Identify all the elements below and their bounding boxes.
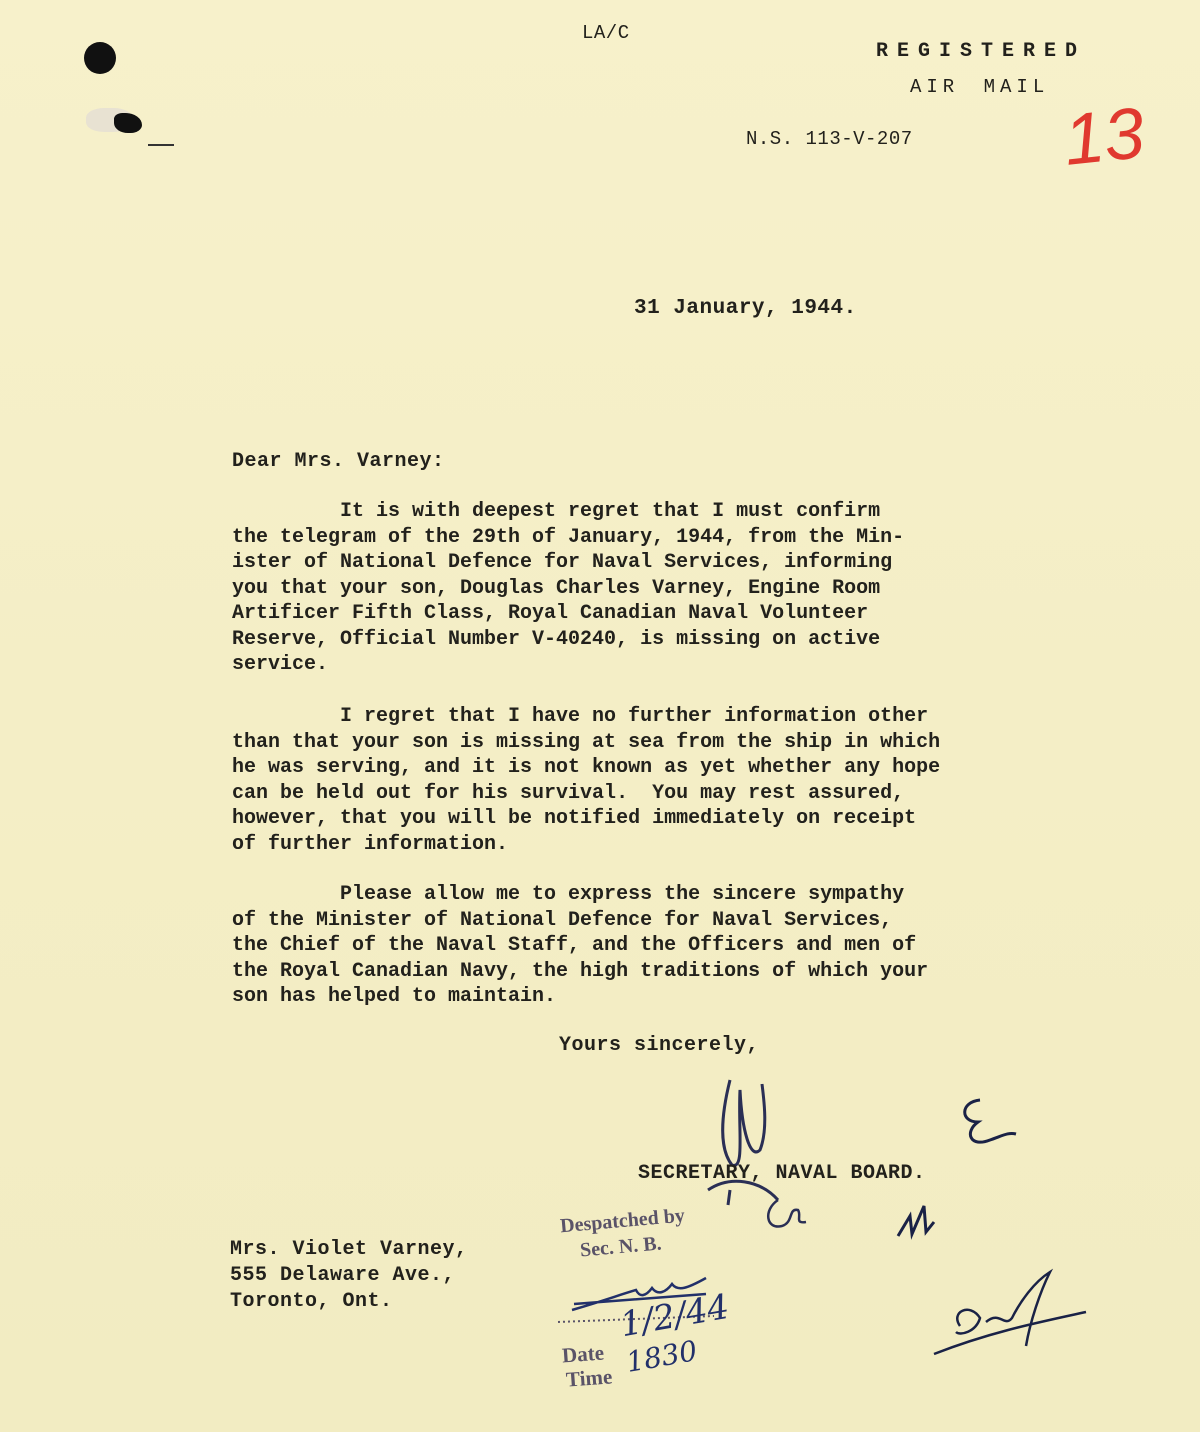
text-line: I regret that I have no further information other	[232, 705, 929, 728]
text-line: can be held out for his survival. You may rest assured,	[232, 781, 905, 805]
signature-title: SECRETARY, NAVAL BOARD.	[638, 1162, 926, 1185]
text-line: however, that you will be notified immediately on receipt	[232, 807, 917, 830]
initials-mark-3	[890, 1196, 940, 1244]
text-line: the telegram of the 29th of January, 1944, from the Min-	[232, 525, 905, 549]
red-pencil-annotation: 13	[1060, 93, 1149, 181]
address-line-1: Mrs. Violet Varney,	[230, 1238, 468, 1261]
pencil-dash	[148, 144, 174, 146]
stamp-date-value: 1/2/44	[617, 1286, 733, 1346]
text-line: he was serving, and it is not known as yet whether any hope	[232, 756, 941, 779]
air-mail-label: AIR MAIL	[910, 76, 1050, 98]
text-line: It is with deepest regret that I must confirm	[232, 500, 881, 523]
despatched-stamp-line-2: Sec. N. B.	[579, 1232, 663, 1262]
ns-file-number: N.S. 113-V-207	[746, 128, 913, 150]
stamp-time-value: 1830	[623, 1334, 700, 1379]
text-line: of further information.	[232, 832, 509, 856]
address-line-2: 555 Delaware Ave.,	[230, 1264, 456, 1287]
address-line-3: Toronto, Ont.	[230, 1290, 393, 1313]
punch-hole-top	[84, 42, 116, 74]
body-paragraph-3	[232, 882, 928, 1010]
initials-mark-1	[950, 1092, 1030, 1152]
file-reference-top: LA/C	[582, 22, 630, 44]
body-paragraph-1	[232, 499, 904, 678]
text-line: of the Minister of National Defence for Naval Services,	[232, 908, 893, 932]
body-paragraph-2	[232, 704, 940, 857]
text-line: son has helped to maintain.	[232, 985, 557, 1008]
despatched-stamp-line-1: Despatched by	[559, 1204, 686, 1238]
initials-mark-4	[930, 1262, 1090, 1362]
text-line: you that your son, Douglas Charles Varney, Engine Room	[232, 576, 881, 600]
text-line: the Royal Canadian Navy, the high traditions of which your	[232, 959, 929, 983]
handwritten-signature	[690, 1070, 800, 1210]
initials-mark-2	[758, 1190, 818, 1236]
stamp-time-label: Time	[565, 1364, 614, 1392]
text-line: than that your son is missing at sea from the ship in which	[232, 730, 941, 754]
text-line: Please allow me to express the sincere sympathy	[232, 883, 905, 906]
text-line: Reserve, Official Number V-40240, is missing on active	[232, 627, 881, 651]
salutation: Dear Mrs. Varney:	[232, 450, 445, 473]
text-line: the Chief of the Naval Staff, and the Officers and men of	[232, 934, 917, 957]
registered-label: REGISTERED	[876, 40, 1087, 63]
punch-hole-torn	[114, 113, 142, 133]
text-line: service.	[232, 653, 329, 676]
closing: Yours sincerely,	[559, 1034, 760, 1057]
letter-date: 31 January, 1944.	[634, 297, 857, 320]
stamp-date-label: Date	[561, 1340, 605, 1368]
text-line: ister of National Defence for Naval Services, informing	[232, 551, 893, 574]
text-line: Artificer Fifth Class, Royal Canadian Naval Volunteer	[232, 602, 869, 625]
